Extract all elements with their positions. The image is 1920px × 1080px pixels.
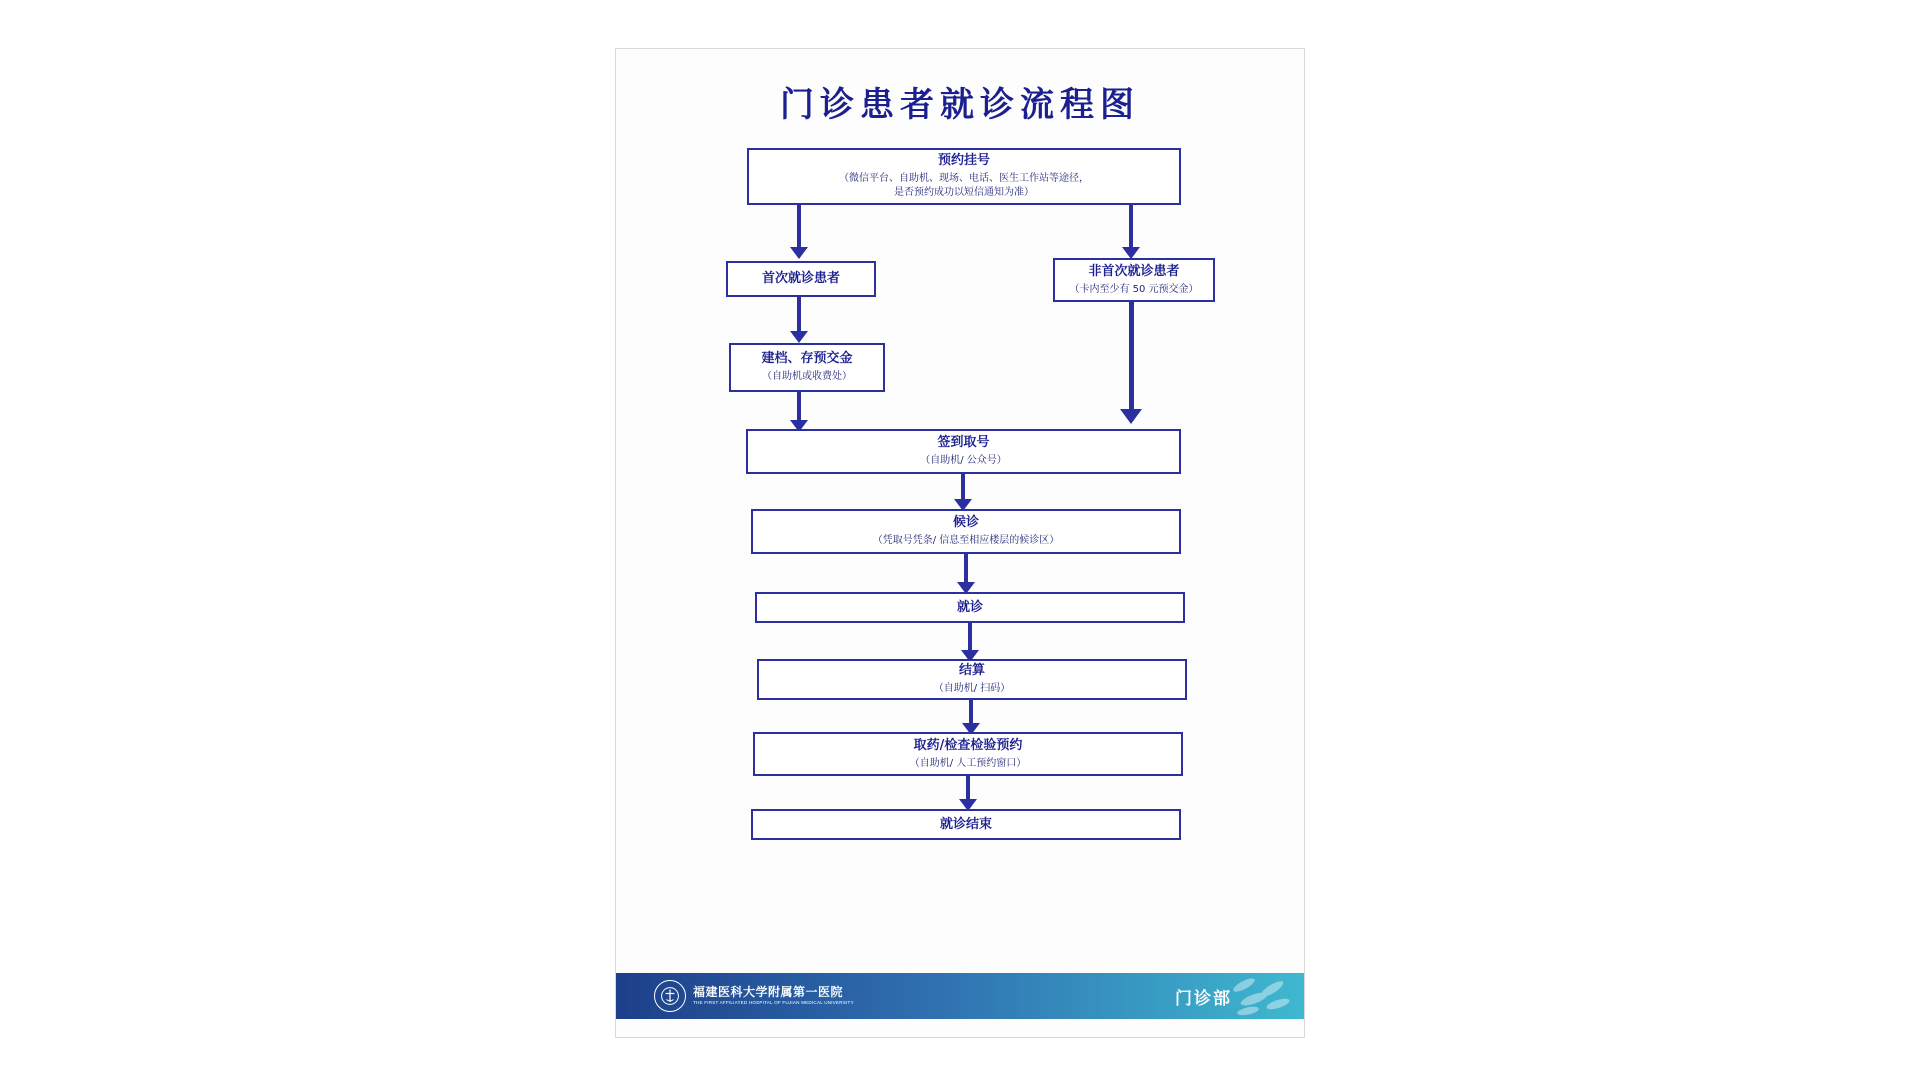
flow-node-register [747,148,1181,205]
connector-create-file-stem [797,392,801,422]
page-title: 门诊患者就诊流程图 [780,85,1140,125]
connector-register-right-stem [1129,205,1133,249]
flow-node-pharmacy [753,732,1183,776]
flow-node-settle-label: 结算 [958,663,985,679]
flow-node-register-label: 预约挂号 [937,153,990,169]
flow-node-waiting [751,509,1181,554]
connector-return-visit-stem [1129,302,1134,414]
flow-node-create-file-sub: （自助机或收费处） [762,371,852,383]
flow-node-sign-in-sub: （自助机/ 公众号） [920,455,1007,467]
flow-node-consult-label: 就诊 [956,599,983,615]
flow-node-create-file [729,343,885,392]
flow-node-pharmacy-label: 取药/检查检验预约 [913,737,1023,753]
hospital-emblem-icon [654,980,686,1012]
connector-register-left-arrow [790,247,808,259]
flow-node-settle-sub: （自助机/ 扫码） [933,683,1011,695]
flow-node-waiting-sub: （凭取号凭条/ 信息至相应楼层的候诊区） [872,535,1060,547]
leaf-decoration-icon [1224,973,1294,1019]
flow-node-finish [751,809,1181,840]
flow-node-waiting-label: 候诊 [952,515,979,531]
flow-node-return-visit [1053,258,1215,302]
hospital-name-block [693,986,854,1005]
flow-node-pharmacy-sub: （自助机/ 人工预约窗口） [909,757,1027,769]
flow-node-register-sub2: 是否预约成功以短信通知为准） [894,187,1034,199]
poster-canvas [615,48,1305,1038]
hospital-name-en: THE FIRST AFFILIATED HOSPITAL OF FUJIAN MEDICAL UNIVERSITY [693,1000,854,1006]
connector-consult-stem [968,623,972,652]
flow-node-first-visit [726,261,876,297]
flow-node-return-visit-label: 非首次就诊患者 [1088,263,1180,279]
flow-node-consult [755,592,1185,623]
footer-band [616,973,1304,1019]
flow-node-settle [757,659,1187,700]
flow-node-create-file-label: 建档、存预交金 [761,351,853,367]
department-label: 门诊部 [1175,988,1232,1009]
flow-node-sign-in-label: 签到取号 [937,435,990,451]
connector-settle-stem [969,700,973,725]
flow-node-register-sub: （微信平台、自助机、现场、电话、医生工作站等途径， [839,172,1089,184]
flow-node-first-visit-label: 首次就诊患者 [761,271,840,287]
connector-first-visit-stem [797,297,801,333]
connector-return-visit-arrow [1120,409,1142,424]
hospital-logo [654,980,854,1012]
connector-waiting-stem [964,554,968,584]
connector-register-left-stem [797,205,801,249]
hospital-name-cn: 福建医科大学附属第一医院 [693,985,844,1000]
flow-node-finish-label: 就诊结束 [939,816,992,832]
flow-node-return-visit-sub: （卡内至少有 50 元预交金） [1069,283,1199,295]
connector-sign-in-stem [961,474,965,501]
flow-node-sign-in [746,429,1181,474]
connector-first-visit-arrow [790,331,808,343]
connector-pharmacy-stem [966,776,970,801]
